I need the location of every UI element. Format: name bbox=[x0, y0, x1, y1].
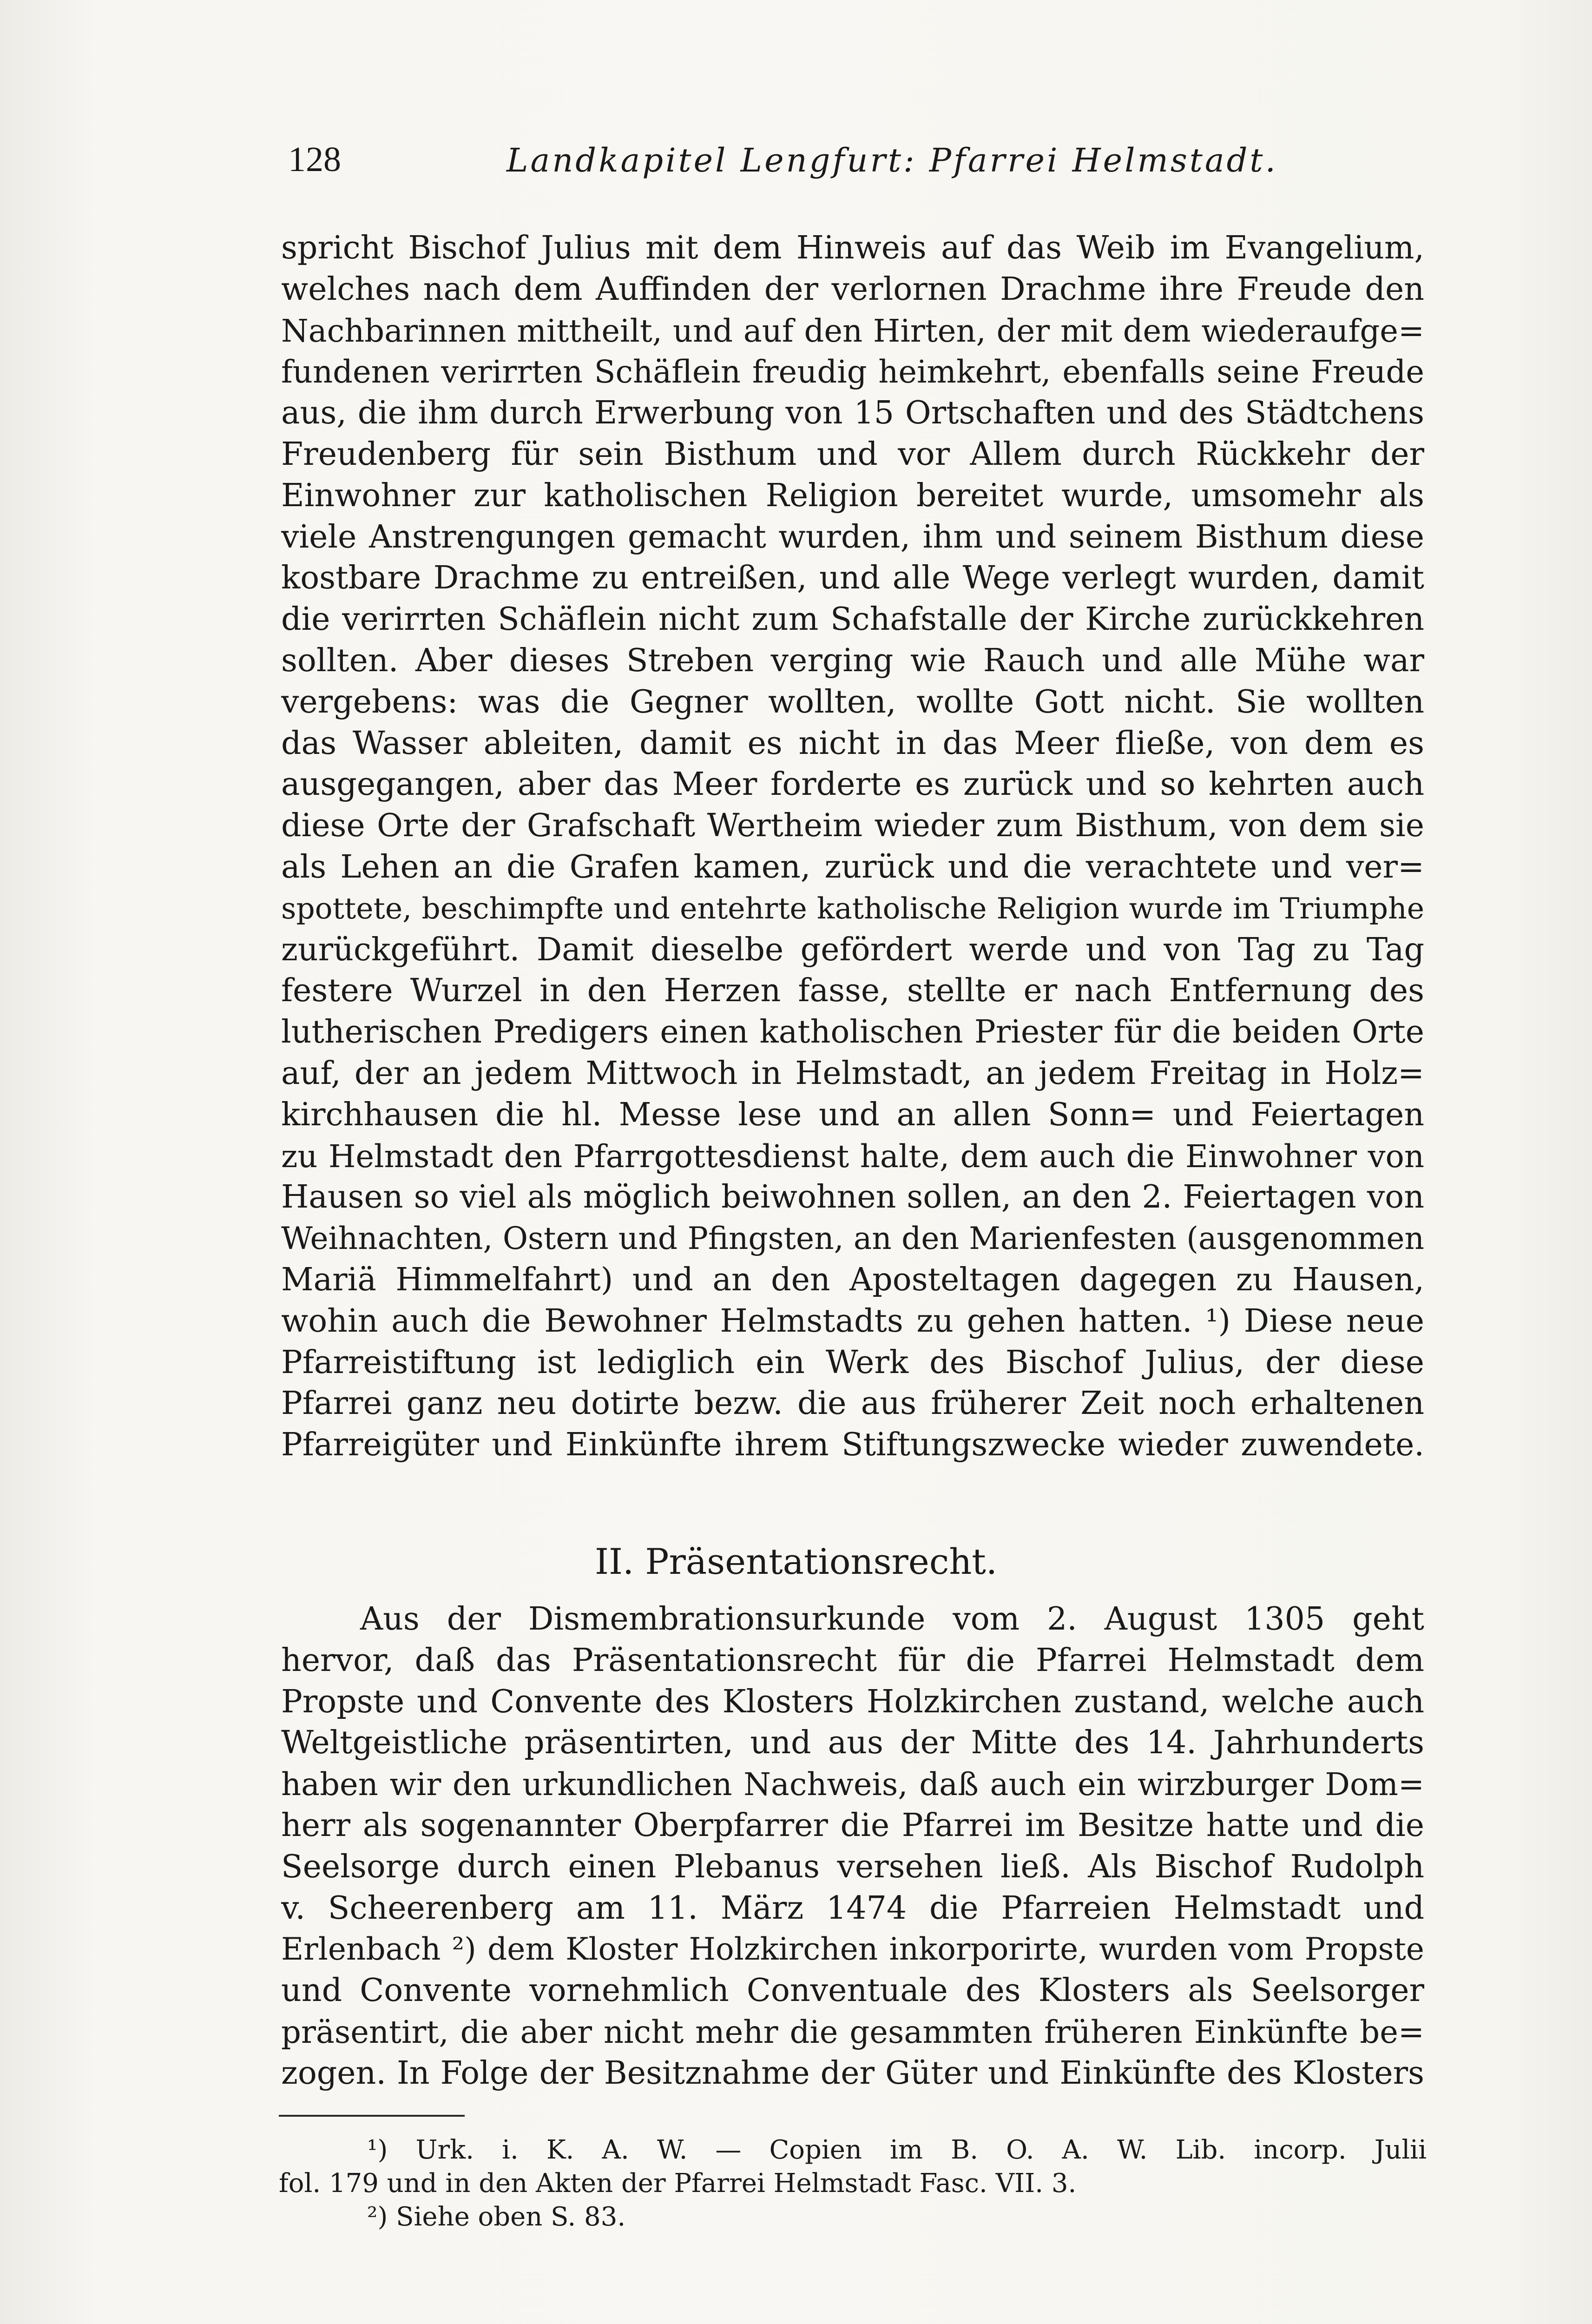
text-line: Hausen so viel als möglich beiwohnen sollen, an den 2. Feiertagen von bbox=[281, 1179, 1424, 1216]
page-number: 128 bbox=[288, 140, 341, 179]
text-line: als Lehen an die Grafen kamen, zurück und die verachtete und ver= bbox=[281, 848, 1424, 885]
text-line: zurückgeführt. Damit dieselbe gefördert werde und von Tag zu Tag bbox=[281, 931, 1424, 968]
text-line: präsentirt, die aber nicht mehr die gesammten früheren Einkünfte be= bbox=[281, 2014, 1424, 2050]
text-line: Freudenberg für sein Bisthum und vor Allem durch Rückkehr der bbox=[281, 436, 1424, 473]
text-line: lutherischen Predigers einen katholischen Priester für die beiden Orte bbox=[281, 1014, 1424, 1051]
text-line: Pfarreistiftung ist lediglich ein Werk des Bischof Julius, der diese bbox=[281, 1344, 1424, 1381]
text-line: Erlenbach ²) dem Kloster Holzkirchen inkorporirte, wurden vom Propste bbox=[281, 1931, 1424, 1967]
text-line: Nachbarinnen mittheilt, und auf den Hirten, der mit dem wiederaufge= bbox=[281, 312, 1424, 349]
text-line: fundenen verirrten Schäflein freudig heimkehrt, ebenfalls seine Freude bbox=[281, 354, 1424, 390]
text-line: Propste und Convente des Klosters Holzkirchen zustand, welche auch bbox=[281, 1683, 1424, 1720]
text-line: spricht Bischof Julius mit dem Hinweis auf das Weib im Evangelium, bbox=[281, 230, 1424, 266]
text-line: Weltgeistliche präsentirten, und aus der Mitte des 14. Jahrhunderts bbox=[281, 1724, 1424, 1762]
text-line: wohin auch die Bewohner Helmstadts zu gehen hatten. ¹) Diese neue bbox=[281, 1302, 1424, 1340]
text-line: Pfarrei ganz neu dotirte bezw. die aus früherer Zeit noch erhaltenen bbox=[281, 1385, 1424, 1422]
text-line: hervor, daß das Präsentationsrecht für die Pfarrei Helmstadt dem bbox=[281, 1642, 1424, 1679]
text-line: welches nach dem Auffinden der verlornen Drachme ihre Freude den bbox=[281, 271, 1424, 308]
text-line: kostbare Drachme zu entreißen, und alle Wege verlegt wurden, damit bbox=[281, 560, 1424, 597]
footnotes bbox=[279, 2133, 1427, 2234]
text-line: auf, der an jedem Mittwoch in Helmstadt, an jedem Freitag in Holz= bbox=[281, 1055, 1424, 1092]
page-header bbox=[288, 139, 1431, 191]
text-line: Aus der Dismembrationsurkunde vom 2. August 1305 geht bbox=[360, 1601, 1424, 1637]
paragraph-1 bbox=[281, 228, 1424, 1466]
footnote-line: ²) Siehe oben S. 83. bbox=[367, 2202, 626, 2232]
text-line: aus, die ihm durch Erwerbung von 15 Ortschaften und des Städtchens bbox=[281, 395, 1424, 432]
text-line: sollten. Aber dieses Streben verging wie Rauch und alle Mühe war bbox=[281, 642, 1424, 679]
text-line: vergebens: was die Gegner wollten, wollte Gott nicht. Sie wollten bbox=[281, 683, 1424, 720]
text-line: zogen. In Folge der Besitznahme der Güter und Einkünfte des Klosters bbox=[281, 2054, 1424, 2092]
footnote-line: fol. 179 und in den Akten der Pfarrei Helmstadt Fasc. VII. 3. bbox=[279, 2168, 1077, 2199]
section-heading: II. Präsentationsrecht. bbox=[595, 1541, 997, 1582]
text-line: Pfarreigüter und Einkünfte ihrem Stiftungszwecke wieder zuwendete. bbox=[281, 1426, 1424, 1464]
text-line: Seelsorge durch einen Plebanus versehen ließ. Als Bischof Rudolph bbox=[281, 1848, 1424, 1885]
text-line: Einwohner zur katholischen Religion bereitet wurde, umsomehr als bbox=[281, 477, 1424, 514]
text-line: festere Wurzel in den Herzen fasse, stellte er nach Entfernung des bbox=[281, 972, 1424, 1010]
text-line: Mariä Himmelfahrt) und an den Aposteltagen dagegen zu Hausen, bbox=[281, 1261, 1424, 1298]
text-line: diese Orte der Grafschaft Wertheim wieder zum Bisthum, von dem sie bbox=[281, 807, 1424, 845]
text-line: und Convente vornehmlich Conventuale des Klosters als Seelsorger bbox=[281, 1972, 1424, 2009]
text-line: die verirrten Schäflein nicht zum Schafstalle der Kirche zurückkehren bbox=[281, 601, 1424, 638]
text-line: zu Helmstadt den Pfarrgottesdienst halte, dem auch die Einwohner von bbox=[281, 1138, 1424, 1175]
footnote-line: ¹) Urk. i. K. A. W. — Copien im B. O. A. W. Lib. incorp. Julii bbox=[367, 2135, 1427, 2165]
running-title: Landkapitel Lengfurt: Pfarrei Helmstadt. bbox=[507, 141, 1278, 179]
text-line: das Wasser ableiten, damit es nicht in das Meer fließe, von dem es bbox=[281, 725, 1424, 762]
paragraph-2 bbox=[281, 1599, 1424, 2094]
text-line: ausgegangen, aber das Meer forderte es zurück und so kehrten auch bbox=[281, 766, 1424, 803]
text-line: herr als sogenannter Oberpfarrer die Pfarrei im Besitze hatte und die bbox=[281, 1807, 1424, 1844]
text-line: viele Anstrengungen gemacht wurden, ihm und seinem Bisthum diese bbox=[281, 518, 1424, 555]
text-line: spottete, beschimpfte und entehrte katholische Religion wurde im Triumphe bbox=[281, 891, 1424, 925]
text-line: kirchhausen die hl. Messe lese und an allen Sonn= und Feiertagen bbox=[281, 1096, 1424, 1133]
text-line: v. Scheerenberg am 11. März 1474 die Pfarreien Helmstadt und bbox=[281, 1889, 1424, 1927]
footnote-divider bbox=[279, 2115, 465, 2117]
text-line: haben wir den urkundlichen Nachweis, daß auch ein wirzburger Dom= bbox=[281, 1766, 1424, 1803]
text-line: Weihnachten, Ostern und Pfingsten, an den Marienfesten (ausgenommen bbox=[281, 1221, 1424, 1257]
